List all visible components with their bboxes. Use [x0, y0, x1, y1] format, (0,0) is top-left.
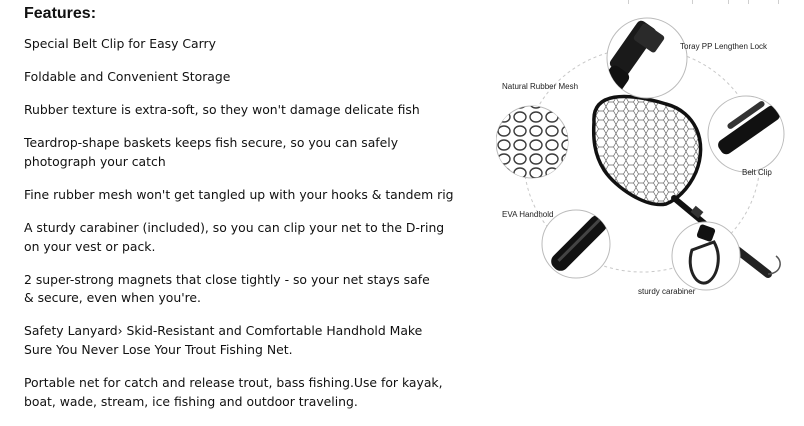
feature-item-9: Portable net for catch and release trout, bass fishing.Use for kayak, boat, wade, stream, ice fishing and outdoor traveling. [24, 375, 443, 409]
feature-item-3: Rubber texture is extra-soft, so they won't damage delicate fish [24, 102, 420, 118]
feature-item-6: A sturdy carabiner (included), so you can clip your net to the D-ring on your vest or pack. [24, 220, 445, 254]
feature-item-4: Teardrop-shape baskets keeps fish secure, so you can safely photograph your catch [24, 135, 399, 169]
callout-handhold: EVA Handhold [502, 210, 554, 219]
features-heading: Features: [24, 5, 97, 22]
callout-belt-clip: Belt Clip [742, 168, 772, 177]
callout-carabiner: sturdy carabiner [638, 287, 696, 296]
carabiner-detail-circle [672, 222, 740, 290]
callout-mesh: Natural Rubber Mesh [502, 82, 579, 91]
feature-item-2: Foldable and Convenient Storage [24, 69, 231, 85]
callout-lock: Toray PP Lengthen Lock [680, 42, 768, 51]
top-edge-dividers [628, 0, 804, 4]
feature-item-7: 2 super-strong magnets that close tightly - so your net stays safe & secure, even when you're. [24, 271, 430, 306]
fishing-net-illustration [496, 12, 800, 302]
lock-detail-circle [591, 18, 687, 109]
feature-item-1: Special Belt Clip for Easy Carry [24, 36, 216, 51]
product-diagram [496, 12, 800, 302]
feature-item-8: Safety Lanyard› Skid-Resistant and Comfortable Handhold Make Sure You Never Lose Your Trout Fishing Net. [24, 323, 423, 358]
feature-item-5: Fine rubber mesh won't get tangled up with your hooks & tandem rig [24, 186, 454, 202]
belt-clip-detail-circle [708, 96, 784, 172]
features-section [24, 4, 484, 426]
handhold-detail-circle [542, 210, 610, 278]
net-hoop [594, 97, 701, 205]
mesh-detail-circle [496, 106, 568, 178]
